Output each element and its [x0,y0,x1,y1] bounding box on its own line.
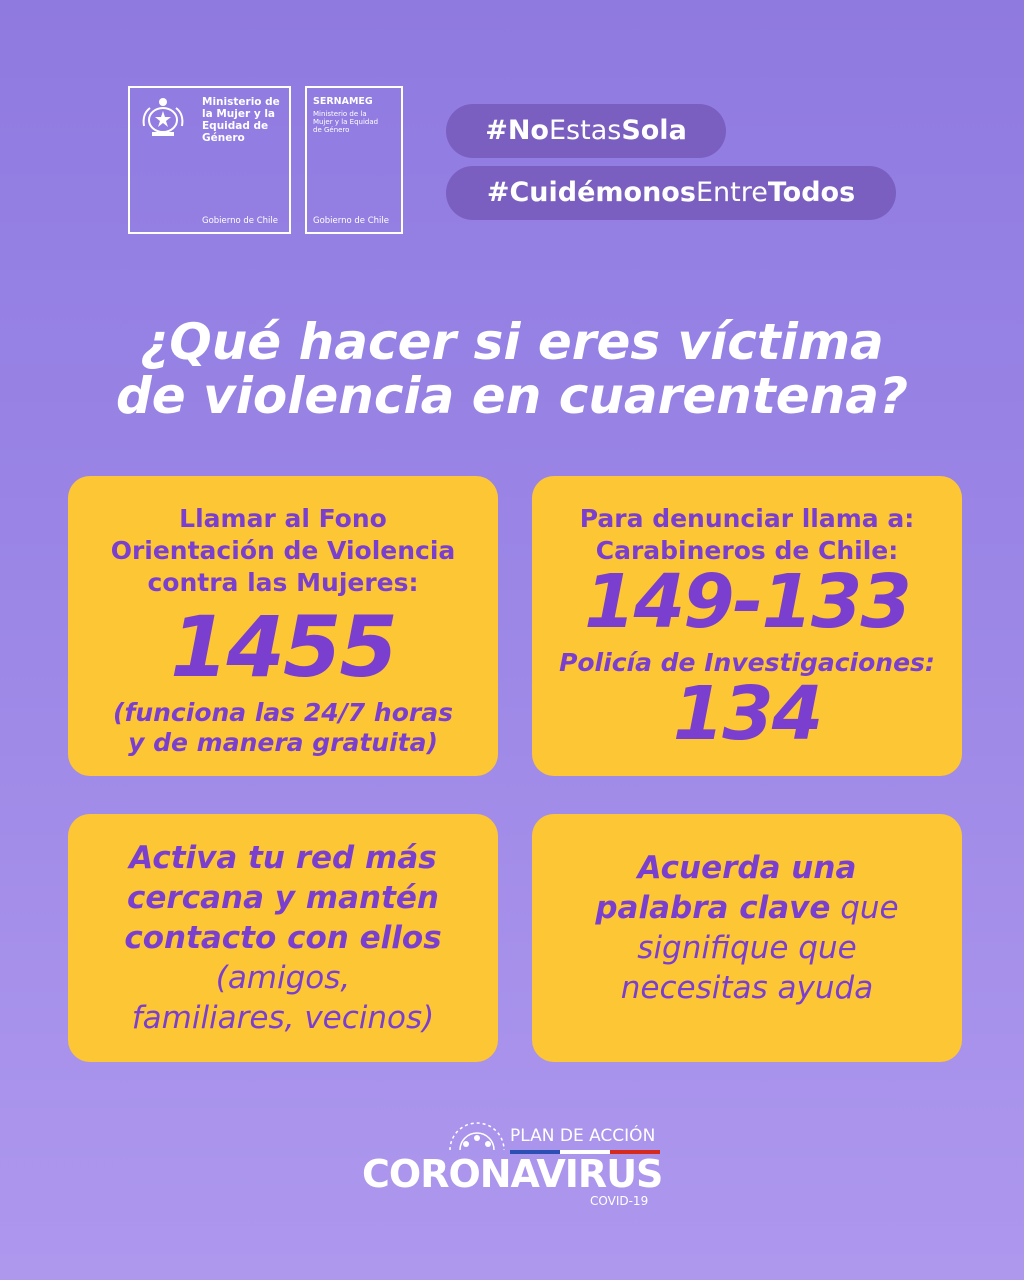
denuncia-card-text: Para denunciar llama a: [579,504,915,533]
clave-card-text-row [532,890,962,926]
ministerio-title-line: Género [202,132,245,144]
fono-card-text: contra las Mujeres: [147,568,419,597]
chile-coat-of-arms-icon [138,96,188,140]
pdi-phone-number[interactable]: 134 [672,671,822,757]
red-card [68,814,498,1062]
denuncia-card-text: Carabineros de Chile: [595,536,899,565]
hashtag-part: Sola [621,115,687,146]
ministerio-title-line: Ministerio de [202,96,280,108]
ministerio-logo [128,86,291,234]
clave-card-text: necesitas ayuda [620,970,874,1006]
fono-card-note: y de manera gratuita) [128,728,438,757]
red-card-text: familiares, vecinos) [131,1000,435,1036]
sernameg-footer: Gobierno de Chile [313,216,390,226]
hashtag-part: #No [485,115,549,146]
plan-de-accion-label: PLAN DE ACCIÓN [510,1126,656,1146]
sernameg-logo [305,86,403,234]
ministerio-title [202,96,280,144]
virus-icon [446,1118,508,1152]
ministerio-footer: Gobierno de Chile [202,216,279,226]
fono-card-note: (funciona las 24/7 horas [113,698,453,727]
carabineros-phone-number[interactable]: 149-133 [584,559,910,645]
sernameg-subtitle-line: de Género [313,126,350,134]
ministerio-title-line: la Mujer y la [202,108,276,120]
hashtag-no-estas-sola [446,104,726,158]
clave-card [532,814,962,1062]
red-card-text: (amigos, [215,960,351,996]
red-card-text: contacto con ellos [124,920,442,956]
sernameg-subtitle [313,110,378,134]
denuncia-card [532,476,962,776]
headline-line: de violencia en cuarentena? [116,367,908,425]
fono-card-text: Orientación de Violencia [110,536,456,565]
hashtag-part: Todos [767,177,856,208]
ministerio-title-line: Equidad de [202,120,269,132]
fono-card-text: Llamar al Fono [179,504,387,533]
denuncia-card-text: Policía de Investigaciones: [559,648,935,677]
coronavirus-label: CORONAVIRUS [362,1152,663,1196]
clave-card-text-bold: palabra clave [595,890,831,926]
clave-card-text: signifique que [637,930,857,966]
fono-card [68,476,498,776]
headline-line: ¿Qué hacer si eres víctima [140,313,884,371]
hashtag-cuidemonos-entre-todos [446,166,896,220]
sernameg-title: SERNAMEG [313,96,373,107]
clave-card-text: Acuerda una [637,850,857,886]
hashtag-part: Entre [695,177,768,208]
page-headline [0,315,1024,423]
hashtag-part: #Cuidémonos [486,177,696,208]
red-card-text: cercana y mantén [127,880,439,916]
covid-label: COVID-19 [590,1194,649,1208]
hashtag-part: Estas [548,115,622,146]
sernameg-subtitle-line: Ministerio de la [313,110,367,118]
red-card-text: Activa tu red más [129,840,437,876]
sernameg-subtitle-line: Mujer y la Equidad [313,118,379,126]
clave-card-text: que [830,890,899,926]
plan-coronavirus-logo [362,1118,662,1218]
fono-phone-number[interactable]: 1455 [170,598,396,696]
